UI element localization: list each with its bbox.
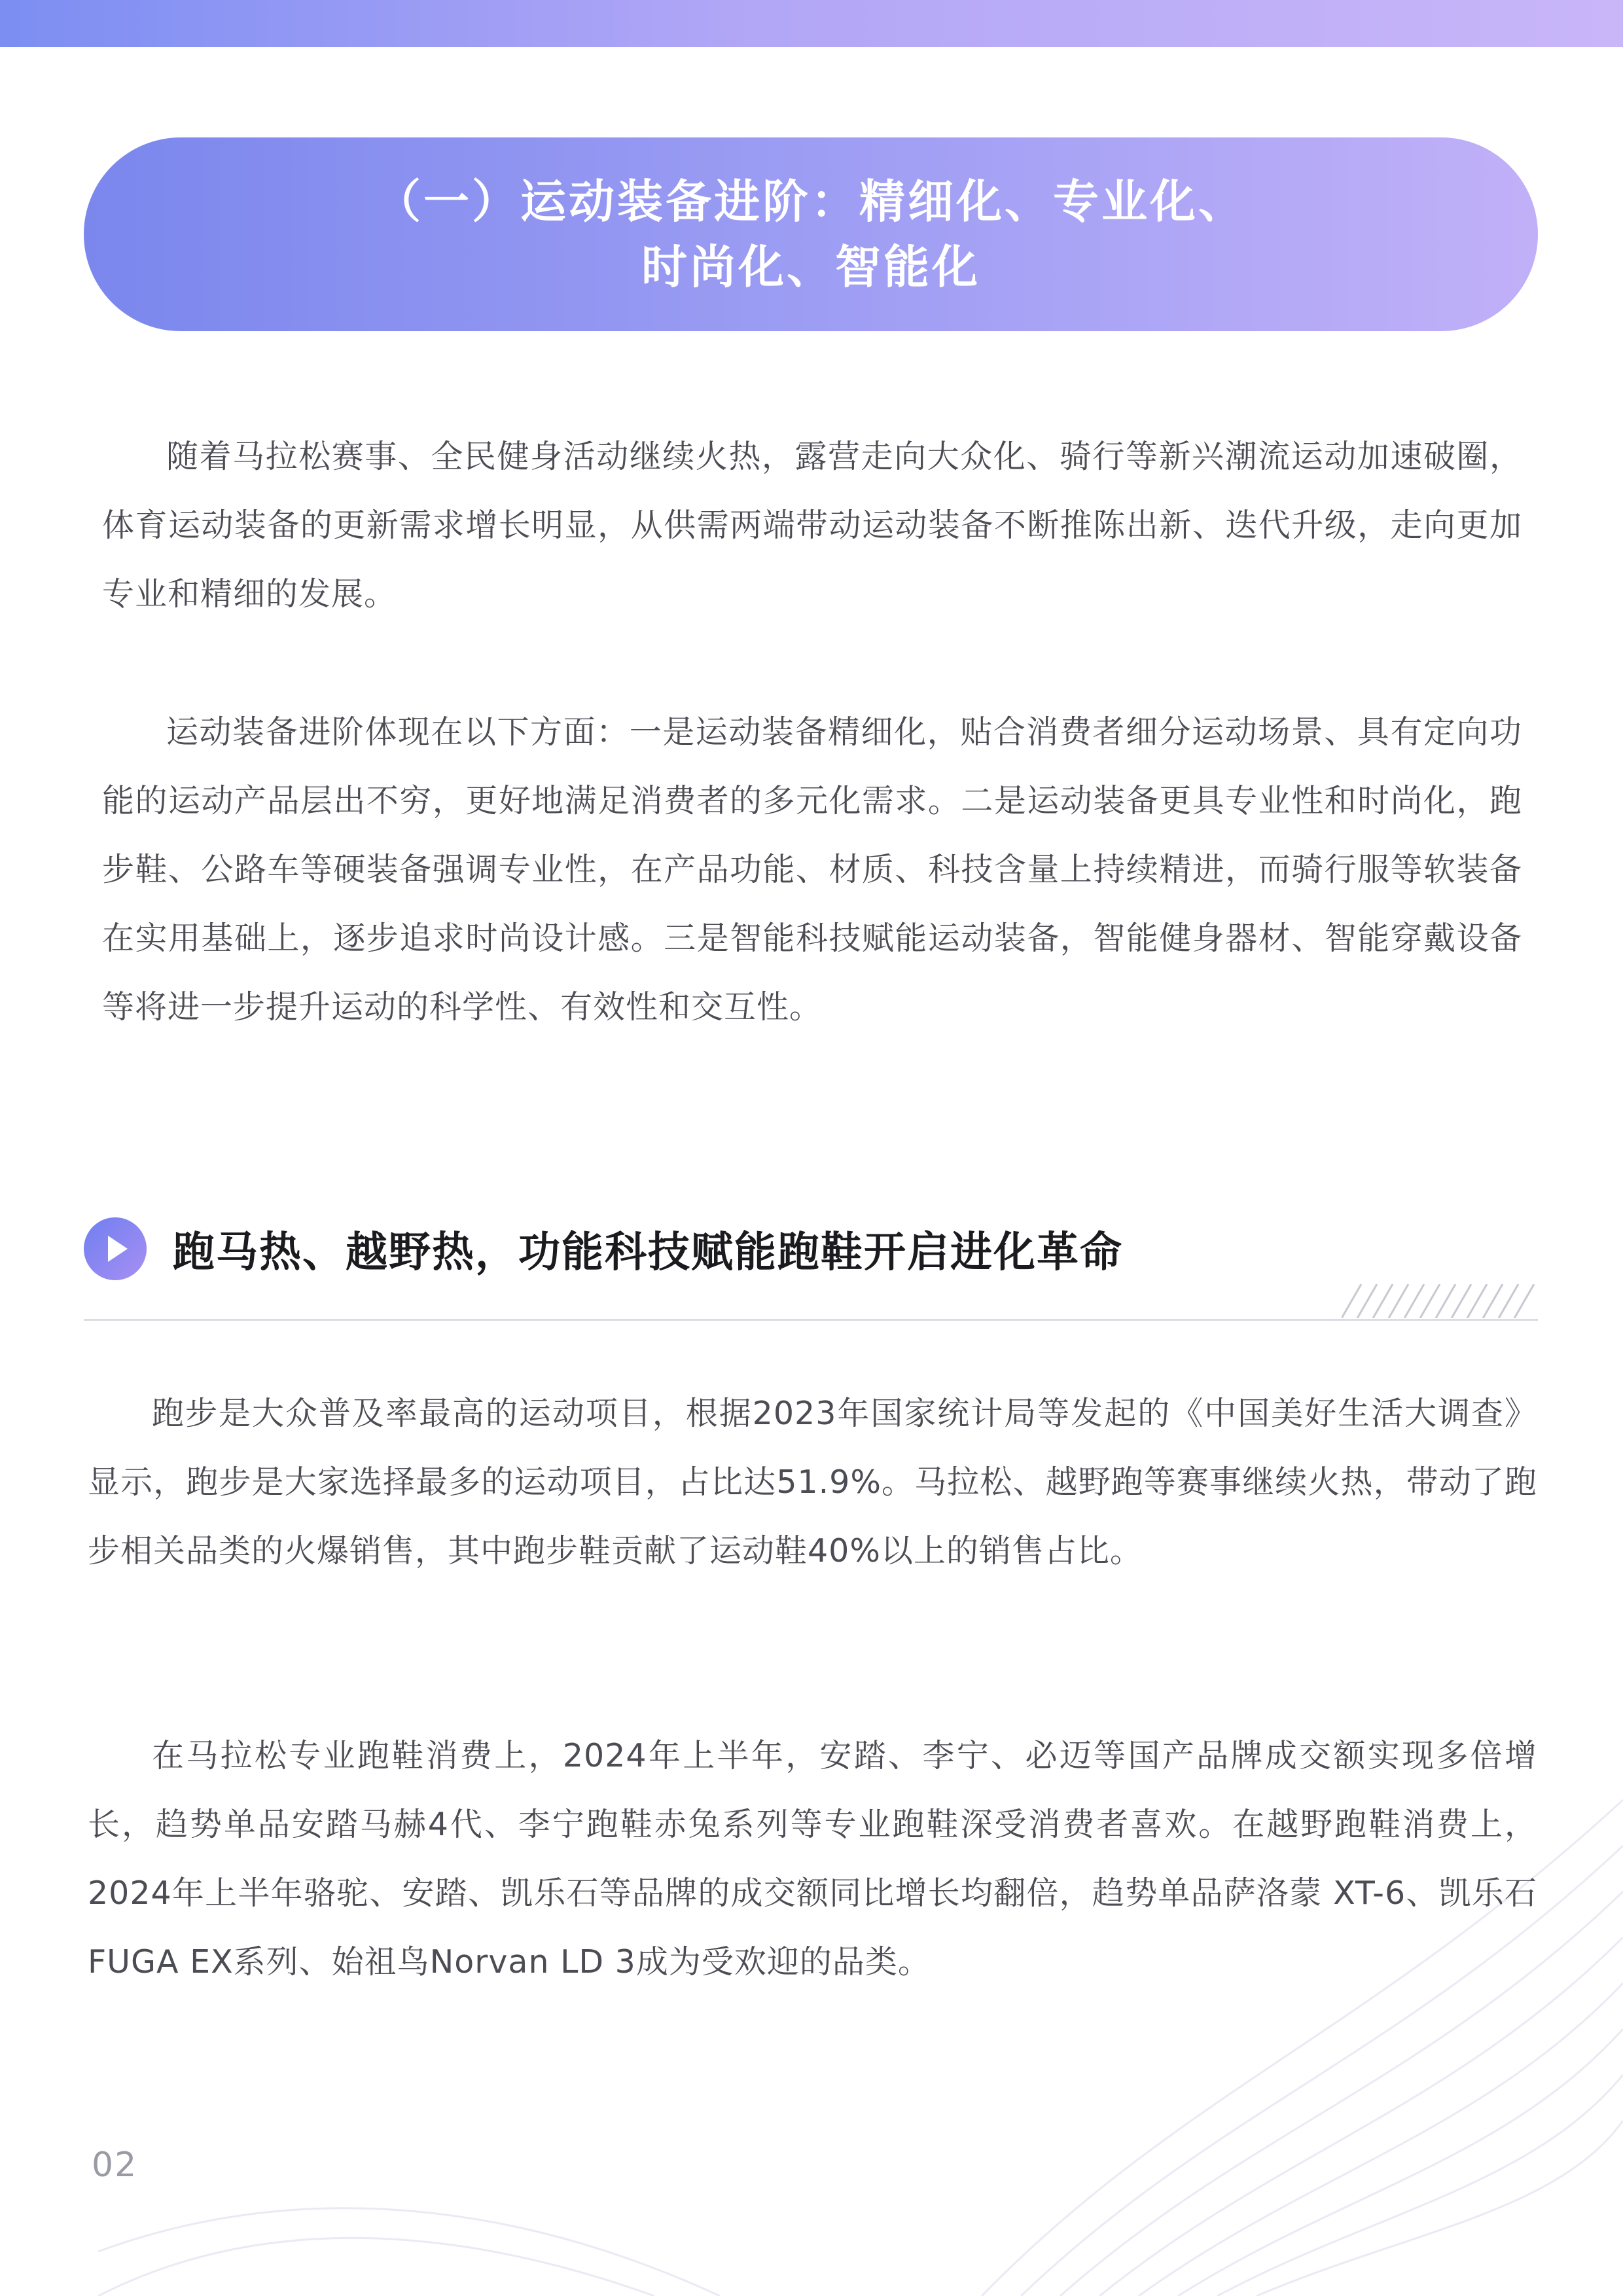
intro-paragraph-1: 随着马拉松赛事、全民健身活动继续火热，露营走向大众化、骑行等新兴潮流运动加速破圈，体育运动装备的更新需求增长明显，从供需两端带动运动装备不断推陈出新、迭代升级，走向更加专业和精细的发展。	[102, 438, 1522, 613]
play-icon	[84, 1217, 147, 1280]
page-number: 02	[92, 2145, 138, 2185]
intro-paragraph-2: 运动装备进阶体现在以下方面：一是运动装备精细化，贴合消费者细分运动场景、具有定向功能的运动产品层出不穷，更好地满足消费者的多元化需求。二是运动装备更具专业性和时尚化，跑步鞋、公路车等硬装备强调专业性，在产品功能、材质、科技含量上持续精进，而骑行服等软装备在实用基础上，逐步追求时尚设计感。三是智能科技赋能运动装备，智能健身器材、智能穿戴设备等将进一步提升运动的科学性、有效性和交互性。	[102, 713, 1522, 1026]
section-heading	[84, 1216, 1123, 1282]
section-paragraph-2: 在马拉松专业跑鞋消费上，2024年上半年，安踏、李宁、必迈等国产品牌成交额实现多倍增长，趋势单品安踏马赫4代、李宁跑鞋赤兔系列等专业跑鞋深受消费者喜欢。在越野跑鞋消费上，2024年上半年骆驼、安踏、凯乐石等品牌的成交额同比增长均翻倍，趋势单品萨洛蒙 XT-6、凯乐石FUGA EX系列、始祖鸟Norvan LD 3成为受欢迎的品类。	[88, 1737, 1537, 1981]
chapter-title-line-2: 时尚化、智能化	[641, 240, 980, 294]
section-paragraph-1: 跑步是大众普及率最高的运动项目，根据2023年国家统计局等发起的《中国美好生活大调查》显示，跑步是大家选择最多的运动项目，占比达51.9%。马拉松、越野跑等赛事继续火热，带动了跑步相关品类的火爆销售，其中跑步鞋贡献了运动鞋40%以上的销售占比。	[88, 1395, 1537, 1570]
top-gradient-bar	[0, 0, 1623, 47]
chapter-title-line-1: （一）运动装备进阶：精细化、专业化、	[375, 175, 1247, 228]
section-divider	[84, 1319, 1538, 1321]
chapter-title-banner	[84, 137, 1538, 331]
hatch-decoration	[1342, 1284, 1538, 1318]
section-title: 跑马热、越野热，功能科技赋能跑鞋开启进化革命	[173, 1229, 1123, 1277]
